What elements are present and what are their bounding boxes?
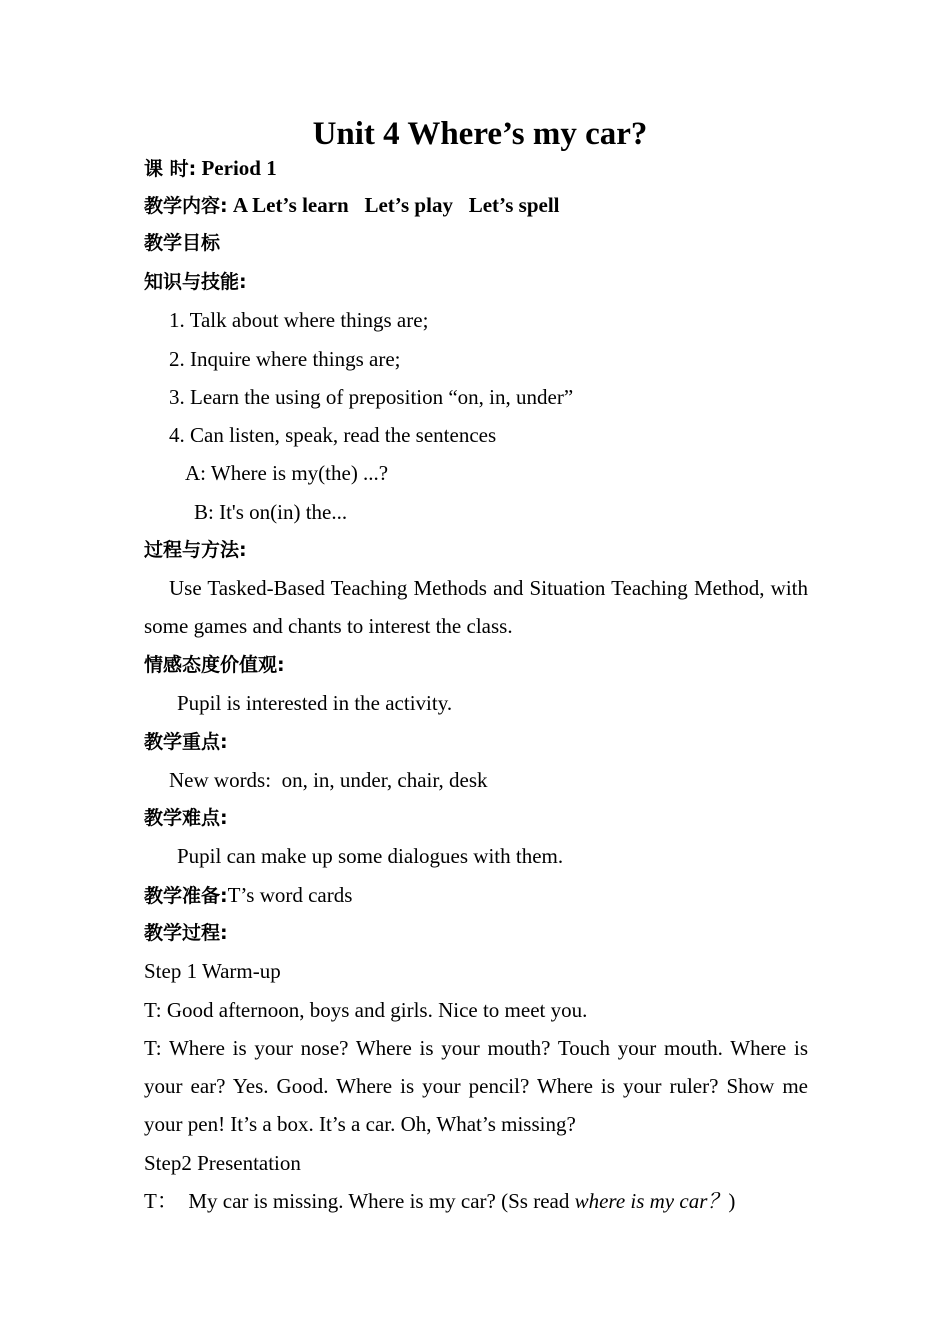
attitude-text: Pupil is interested in the activity. <box>177 691 453 715</box>
step1-line-2: T: Where is your nose? Where is your mouth? Touch your mouth. Where is your ear? Yes. Good. Where is your pencil? Where is your ruler? Show me your pen! It’s a box. It’s a car. Oh, What’s missing? <box>144 1036 808 1136</box>
key-points-heading: 教学重点: <box>144 731 228 753</box>
sentence-a: A: Where is my(the) ...? <box>185 461 389 485</box>
knowledge-item-1: 1. Talk about where things are; <box>169 308 429 332</box>
sentence-b: B: It's on(in) the... <box>194 500 348 524</box>
step2-line-1-italic: where is my car？ <box>574 1189 729 1213</box>
preparation-value: T’s word cards <box>227 883 353 907</box>
knowledge-item-3: 3. Learn the using of preposition “on, in, under” <box>169 385 574 409</box>
period-value: Period 1 <box>201 156 277 180</box>
process-method-text: Use Tasked-Based Teaching Methods and Situation Teaching Method, with some games and chants to interest the class. <box>144 576 808 638</box>
difficult-points-text: Pupil can make up some dialogues with them. <box>177 844 564 868</box>
difficult-points-heading: 教学难点: <box>144 807 228 829</box>
step2-line-1-suffix: ) <box>728 1189 736 1213</box>
objectives-heading: 教学目标 <box>144 232 221 254</box>
step2-line-1-prefix: T： My car is missing. Where is my car? (Ss read <box>144 1189 575 1213</box>
content-value: A Let’s learn Let’s play Let’s spell <box>232 193 560 217</box>
period-line <box>144 154 277 183</box>
key-points-text: New words: on, in, under, chair, desk <box>169 768 488 792</box>
procedure-heading: 教学过程: <box>144 922 228 944</box>
preparation-line <box>144 881 352 910</box>
step1-title: Step 1 Warm-up <box>144 959 281 983</box>
step2-line-1 <box>144 1187 735 1215</box>
attitude-heading: 情感态度价值观: <box>144 654 285 676</box>
period-label: 课 时: <box>144 158 197 180</box>
content-label: 教学内容: <box>144 195 228 217</box>
content-line <box>144 191 560 220</box>
knowledge-heading: 知识与技能: <box>144 271 247 293</box>
process-method-heading: 过程与方法: <box>144 539 247 561</box>
step2-title: Step2 Presentation <box>144 1151 301 1175</box>
knowledge-item-4: 4. Can listen, speak, read the sentences <box>169 423 497 447</box>
knowledge-item-2: 2. Inquire where things are; <box>169 347 401 371</box>
step1-line-1: T: Good afternoon, boys and girls. Nice to meet you. <box>144 998 588 1022</box>
preparation-label: 教学准备: <box>144 885 228 907</box>
document-title: Unit 4 Where’s my car? <box>312 116 648 152</box>
